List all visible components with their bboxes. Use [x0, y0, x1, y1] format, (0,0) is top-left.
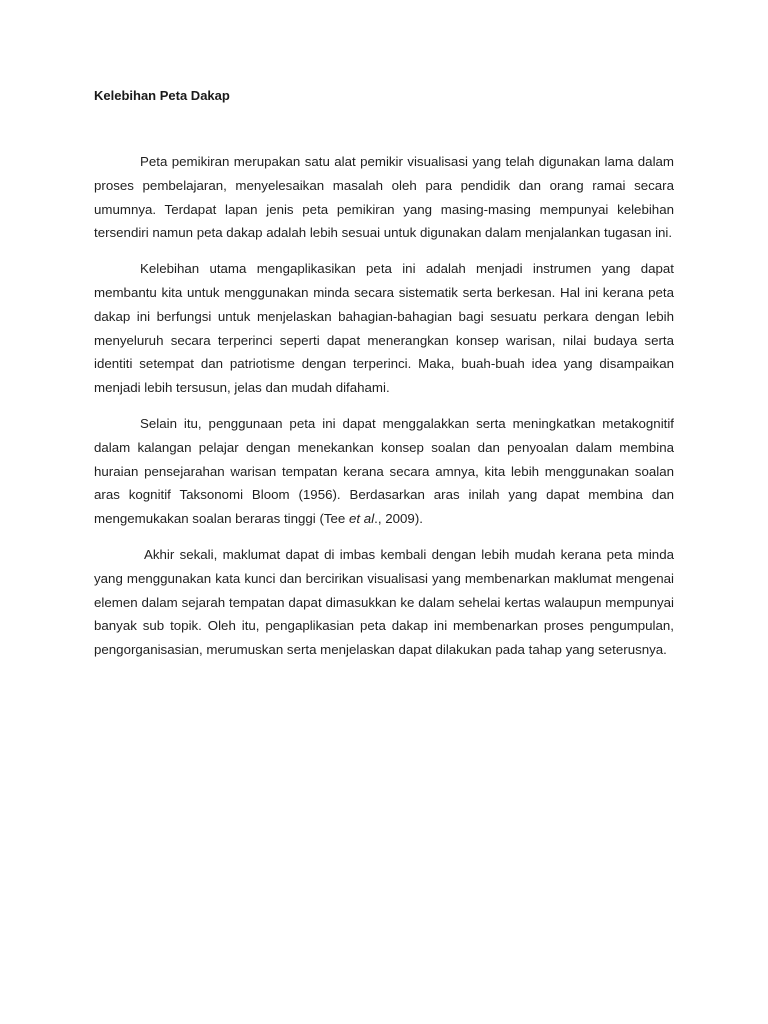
paragraph-4: Akhir sekali, maklumat dapat di imbas kembali dengan lebih mudah kerana peta minda yang menggunakan kata kunci dan bercirikan visualisasi yang membenarkan maklumat mengenai elemen dalam sejarah tempatan dapat dimasukkan ke dalam sehelai kertas walaupun mempunyai banyak sub topik. Oleh itu, pengaplikasian peta dakap ini membenarkan proses pengumpulan, pengorganisasian, merumuskan serta menjelaskan dapat dilakukan pada tahap yang seterusnya. — [94, 546, 674, 658]
paragraph-2: Kelebihan utama mengaplikasikan peta ini adalah menjadi instrumen yang dapat membantu kita untuk menggunakan minda secara sistematik serta berkesan. Hal ini kerana peta dakap ini berfungsi untuk menjelaskan bahagian-bahagian bagi sesuatu perkara dengan lebih menyeluruh secara terperinci seperti dapat menerangkan konsep warisan, nilai budaya serta identiti setempat dan patriotisme dengan terperinci. Maka, buah-buah idea yang disampaikan menjadi lebih tersusun, jelas dan mudah difahami. — [94, 261, 674, 396]
paragraph-1: Peta pemikiran merupakan satu alat pemikir visualisasi yang telah digunakan lama dalam proses pembelajaran, menyelesaikan masalah oleh para pendidik dan orang ramai secara umumnya. Terdapat lapan jenis peta pemikiran yang masing-masing mempunyai kelebihan tersendiri namun peta dakap adalah lebih sesuai untuk digunakan dalam menjalankan tugasan ini. — [94, 154, 674, 241]
document-body — [94, 150, 674, 674]
paragraph-3 — [94, 412, 674, 531]
paragraph-3-text-before: Selain itu, penggunaan peta ini dapat menggalakkan serta meningkatkan metakognitif dalam kalangan pelajar dengan menekankan konsep soalan dan penyoalan dalam membina huraian pensejarahan warisan tempatan kerana secara amnya, kita lebih menggunakan soalan aras kognitif Taksonomi Bloom (1956). Berdasarkan aras inilah yang dapat membina dan mengemukakan soalan beraras tinggi (Tee — [94, 415, 674, 527]
document-title: Kelebihan Peta Dakap — [94, 88, 230, 103]
paragraph-3-text-after: ., 2009). — [374, 511, 423, 527]
citation-et-al: et al — [349, 511, 375, 527]
